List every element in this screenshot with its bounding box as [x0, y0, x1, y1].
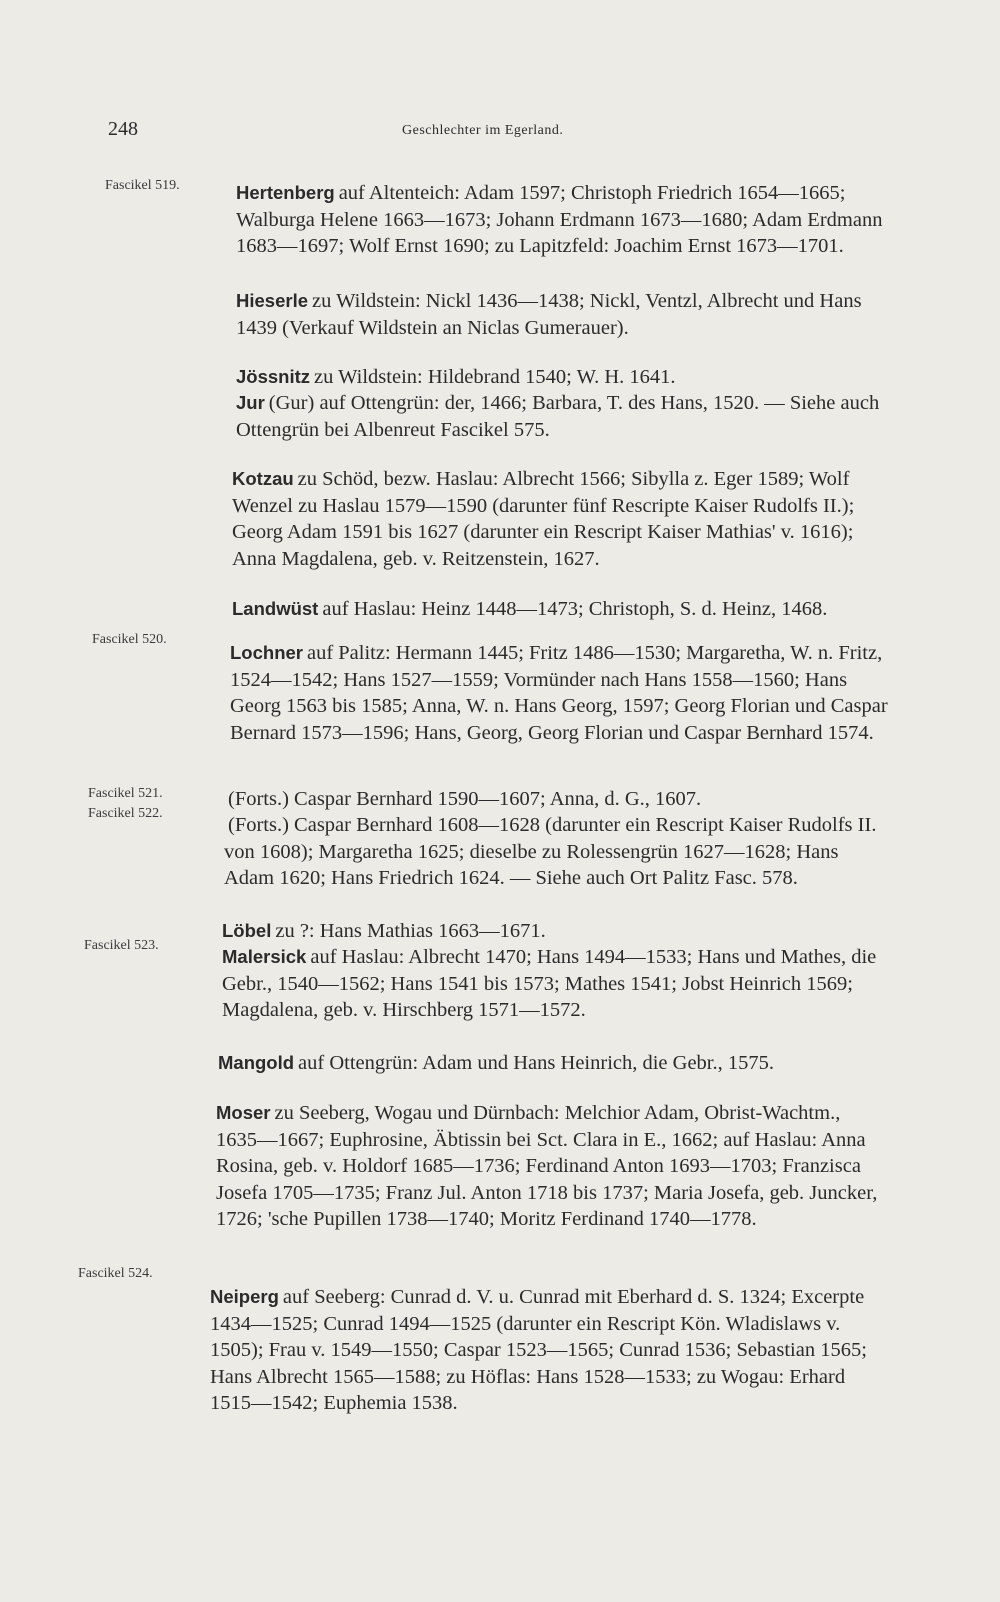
register-entry: [222, 944, 884, 1024]
entry-text: auf Altenteich: Adam 1597; Christoph Friedrich 1654—1665; Walburga Helene 1663—1673; Johann Erdmann 1673—1680; Adam Erdmann 1683—1697; Wolf Ernst 1690; zu Lapitzfeld: Joachim Ernst 1673—1701.: [236, 182, 888, 257]
register-entry: [236, 180, 898, 260]
register-entry: [230, 640, 892, 746]
register-entry: [232, 596, 894, 623]
entry-text: (Forts.) Caspar Bernhard 1590—1607; Anna, d. G., 1607.: [228, 788, 702, 810]
family-name: Hieserle: [236, 290, 308, 311]
entry-text: zu Wildstein: Nickl 1436—1438; Nickl, Ventzl, Albrecht und Hans 1439 (Verkauf Wildstein an Niclas Gumerauer).: [236, 290, 867, 339]
register-entry: [232, 466, 894, 572]
entry-text: (Forts.) Caspar Bernhard 1608—1628 (darunter ein Rescript Kaiser Rudolfs II. von 1608); Margaretha 1625; dieselbe zu Rolessengrün 1627—1628; Hans Adam 1620; Hans Friedrich 1624. — Siehe auch Ort Palitz Fasc. 578.: [224, 814, 882, 889]
family-name: Lochner: [230, 642, 303, 663]
running-title: Geschlechter im Egerland.: [402, 123, 564, 138]
fascikel-label: Fascikel 520.: [92, 632, 167, 647]
entry-text: zu ?: Hans Mathias 1663—1671.: [275, 920, 546, 942]
entry-text: auf Seeberg: Cunrad d. V. u. Cunrad mit Eberhard d. S. 1324; Excerpte 1434—1525; Cunrad 1494—1525 (darunter ein Rescript Kön. Wladislaws v. 1505); Frau v. 1549—1550; Caspar 1523—1565; Cunrad 1536; Sebastian 1565; Hans Albrecht 1565—1588; zu Höflas: Hans 1528—1533; zu Wogau: Erhard 1515—1542; Euphemia 1538.: [210, 1286, 873, 1414]
family-name: Jössnitz: [236, 366, 311, 387]
entry-text: (Gur) auf Ottengrün: der, 1466; Barbara, T. des Hans, 1520. — Siehe auch Ottengrün bei Albenreut Fascikel 575.: [236, 392, 885, 441]
page-number: 248: [108, 118, 138, 140]
entry-text: auf Haslau: Albrecht 1470; Hans 1494—1533; Hans und Mathes, die Gebr., 1540—1562; Hans 1541 bis 1573; Mathes 1541; Jobst Heinrich 1569; Magdalena, geb. v. Hirschberg 1571—1572.: [222, 946, 882, 1021]
register-entry: [236, 390, 898, 443]
fascikel-label: Fascikel 523.: [84, 938, 159, 953]
family-name: Neiperg: [210, 1286, 279, 1307]
register-entry: [222, 918, 884, 945]
family-name: Mangold: [218, 1052, 295, 1073]
entry-text: auf Palitz: Hermann 1445; Fritz 1486—1530; Margaretha, W. n. Fritz, 1524—1542; Hans 1527—1559; Vormünder nach Hans 1558—1560; Hans Georg 1563 bis 1585; Anna, W. n. Hans Georg, 1597; Georg Florian und Caspar Bernard 1573—1596; Hans, Georg, Georg Florian und Caspar Bernhard 1574.: [230, 642, 893, 744]
family-name: Hertenberg: [236, 182, 335, 203]
family-name: Jur: [236, 392, 265, 413]
fascikel-label: Fascikel 521.: [88, 786, 163, 801]
family-name: Kotzau: [232, 468, 294, 489]
entry-text: auf Haslau: Heinz 1448—1473; Christoph, S. d. Heinz, 1468.: [322, 598, 828, 620]
family-name: Landwüst: [232, 598, 319, 619]
register-entry: [224, 786, 886, 813]
entry-text: zu Seeberg, Wogau und Dürnbach: Melchior Adam, Obrist-Wachtm., 1635—1667; Euphrosine, Äbtissin bei Sct. Clara in E., 1662; auf Haslau: Anna Rosina, geb. v. Holdorf 1685—1736; Ferdinand Anton 1693—1703; Franzisca Josefa 1705—1735; Franz Jul. Anton 1718 bis 1737; Maria Josefa, geb. Juncker, 1726; 'sche Pupillen 1738—1740; Moritz Ferdinand 1740—1778.: [216, 1102, 883, 1230]
entry-text: zu Wildstein: Hildebrand 1540; W. H. 1641.: [314, 366, 676, 388]
register-entry: [216, 1100, 883, 1233]
fascikel-label: Fascikel 519.: [105, 178, 180, 193]
register-entry: [236, 364, 898, 391]
family-name: Löbel: [222, 920, 272, 941]
family-name: Moser: [216, 1102, 271, 1123]
family-name: Malersick: [222, 946, 307, 967]
fascikel-label: Fascikel 522.: [88, 806, 163, 821]
register-entry: [218, 1050, 880, 1077]
register-entry: [236, 288, 898, 341]
entry-text: auf Ottengrün: Adam und Hans Heinrich, die Gebr., 1575.: [298, 1052, 775, 1074]
register-entry: [210, 1284, 872, 1417]
entry-text: zu Schöd, bezw. Haslau: Albrecht 1566; Sibylla z. Eger 1589; Wolf Wenzel zu Haslau 1579—1590 (darunter fünf Rescripte Kaiser Rudolfs II.); Georg Adam 1591 bis 1627 (darunter ein Rescript Kaiser Mathias' v. 1616); Anna Magdalena, geb. v. Reitzenstein, 1627.: [232, 468, 860, 570]
fascikel-label: Fascikel 524.: [78, 1266, 153, 1281]
register-entry: [224, 812, 886, 892]
